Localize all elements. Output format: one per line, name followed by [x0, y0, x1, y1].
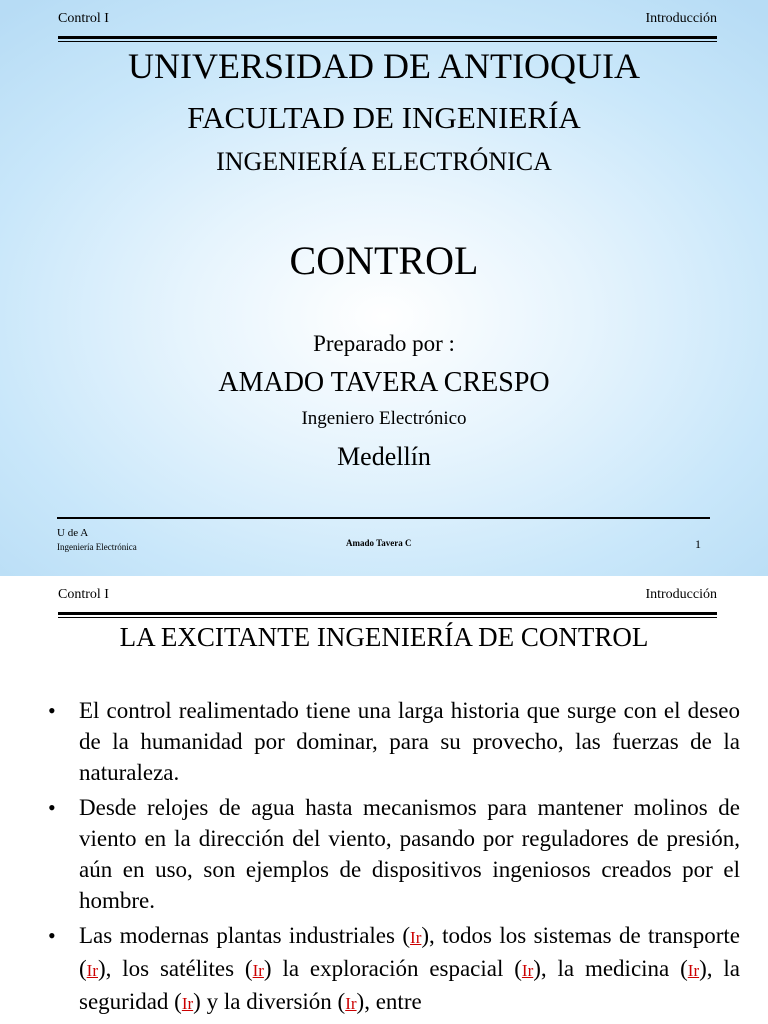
slide-title: LA EXCITANTE INGENIERÍA DE CONTROL: [119, 622, 649, 652]
bullet-text: , la medicina: [540, 956, 681, 981]
footer-org: U de A: [57, 527, 89, 539]
header-section: Introducción: [645, 11, 717, 26]
author-title: Ingeniero Electrónico: [301, 408, 467, 429]
bullet-text: y la diversión: [200, 989, 338, 1014]
content-slide: [0, 576, 768, 1024]
faculty-name: FACULTAD DE INGENIERÍA: [187, 100, 581, 135]
footer-author: Amado Tavera C: [346, 538, 412, 548]
bullet-text: , los satélites: [105, 956, 245, 981]
link-medicine[interactable]: Ir: [687, 961, 700, 980]
header-course: Control I: [58, 587, 109, 602]
bullet-text: , entre: [364, 989, 422, 1014]
bullet-text: Las modernas plantas industriales: [79, 923, 403, 948]
page-number: 1: [695, 537, 701, 551]
link-security[interactable]: Ir: [181, 994, 194, 1013]
course-title: CONTROL: [289, 238, 479, 283]
header-rule: [58, 612, 717, 618]
footer-dept: Ingeniería Electrónica: [57, 542, 137, 552]
university-name: UNIVERSIDAD DE ANTIOQUIA: [128, 46, 640, 86]
link-satellites[interactable]: Ir: [252, 961, 264, 980]
bullet-text: , la seguridad: [79, 956, 740, 1014]
city-name: Medellín: [337, 442, 431, 471]
header-rule: [58, 36, 717, 42]
link-entertainment[interactable]: Ir: [345, 994, 357, 1013]
link-industrial-plants[interactable]: Ir: [410, 928, 422, 947]
footer-rule: [57, 517, 710, 519]
bullet-item: • Las modernas plantas industriales (Ir), todos los sistemas de transporte (Ir), los satélites (Ir) la exploración espacial (Ir), la medicina (Ir), la seguridad (Ir) y la diversión (Ir), entre: [48, 920, 740, 1019]
bullet-item: • El control realimentado tiene una larga historia que surge con el deseo de la humanidad por dominar, para su provecho, las fuerzas de la naturaleza.: [48, 695, 740, 788]
bullet-list: [48, 695, 740, 1023]
bullet-text: , todos los sistemas de transporte: [429, 923, 741, 948]
header-section: Introducción: [645, 587, 717, 602]
author-name: AMADO TAVERA CRESPO: [218, 367, 550, 398]
prepared-by-label: Preparado por :: [313, 331, 455, 356]
bullet-item: • Desde relojes de agua hasta mecanismos para mantener molinos de viento en la dirección del viento, pasando por reguladores de presión, aún en uso, son ejemplos de dispositivos ingeniosos creados por el hombre.: [48, 792, 740, 916]
link-space-exploration[interactable]: Ir: [521, 961, 534, 980]
bullet-text: la exploración espacial: [271, 956, 515, 981]
link-transport[interactable]: Ir: [86, 961, 98, 980]
header-course: Control I: [58, 11, 109, 26]
program-name: INGENIERÍA ELECTRÓNICA: [216, 147, 552, 176]
